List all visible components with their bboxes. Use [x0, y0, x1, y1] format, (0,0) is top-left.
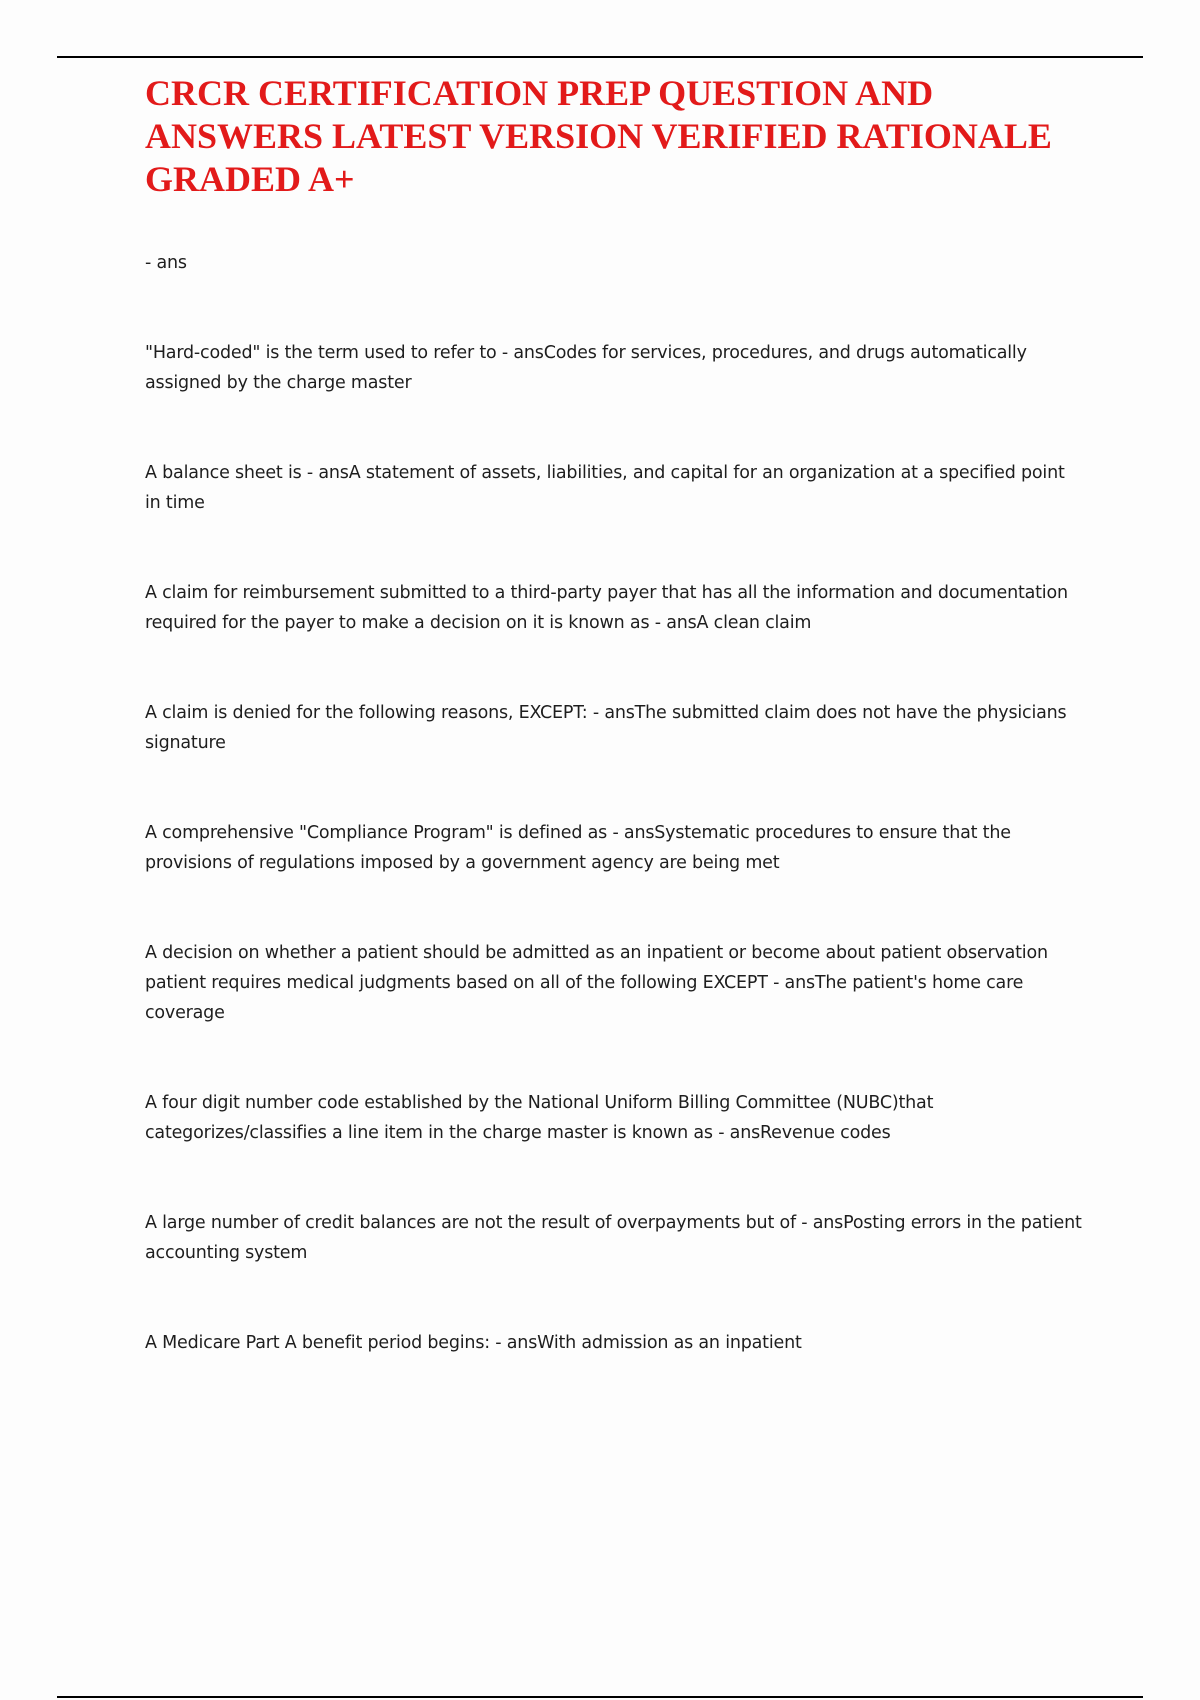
qa-item: - ans — [145, 253, 187, 273]
qa-item: A claim is denied for the following reasons, EXCEPT: - ansThe submitted claim does not have the physicians signature — [145, 703, 1067, 753]
qa-item: A claim for reimbursement submitted to a third-party payer that has all the information and documentation required for the payer to make a decision on it is known as - ansA clean claim — [145, 583, 1068, 633]
document-content — [145, 72, 1085, 1358]
document-title: CRCR CERTIFICATION PREP QUESTION AND ANSWERS LATEST VERSION VERIFIED RATIONALE GRADED A+ — [145, 73, 1052, 199]
qa-item: "Hard-coded" is the term used to refer to - ansCodes for services, procedures, and drugs automatically assigned by the charge master — [145, 343, 1027, 393]
bottom-rule — [57, 1696, 1143, 1698]
qa-item: A decision on whether a patient should be admitted as an inpatient or become about patient observation patient requires medical judgments based on all of the following EXCEPT - ansThe patient's home care coverage — [145, 943, 1048, 1023]
qa-list — [145, 248, 1085, 1358]
top-rule — [57, 56, 1143, 58]
qa-item: A balance sheet is - ansA statement of assets, liabilities, and capital for an organization at a specified point in time — [145, 463, 1065, 513]
qa-item: A large number of credit balances are not the result of overpayments but of - ansPosting errors in the patient accounting system — [145, 1213, 1082, 1263]
qa-item: A Medicare Part A benefit period begins: - ansWith admission as an inpatient — [145, 1333, 802, 1353]
qa-item: A four digit number code established by the National Uniform Billing Committee (NUBC)that categorizes/classifies a line item in the charge master is known as - ansRevenue codes — [145, 1093, 934, 1143]
qa-item: A comprehensive "Compliance Program" is defined as - ansSystematic procedures to ensure that the provisions of regulations imposed by a government agency are being met — [145, 823, 1011, 873]
